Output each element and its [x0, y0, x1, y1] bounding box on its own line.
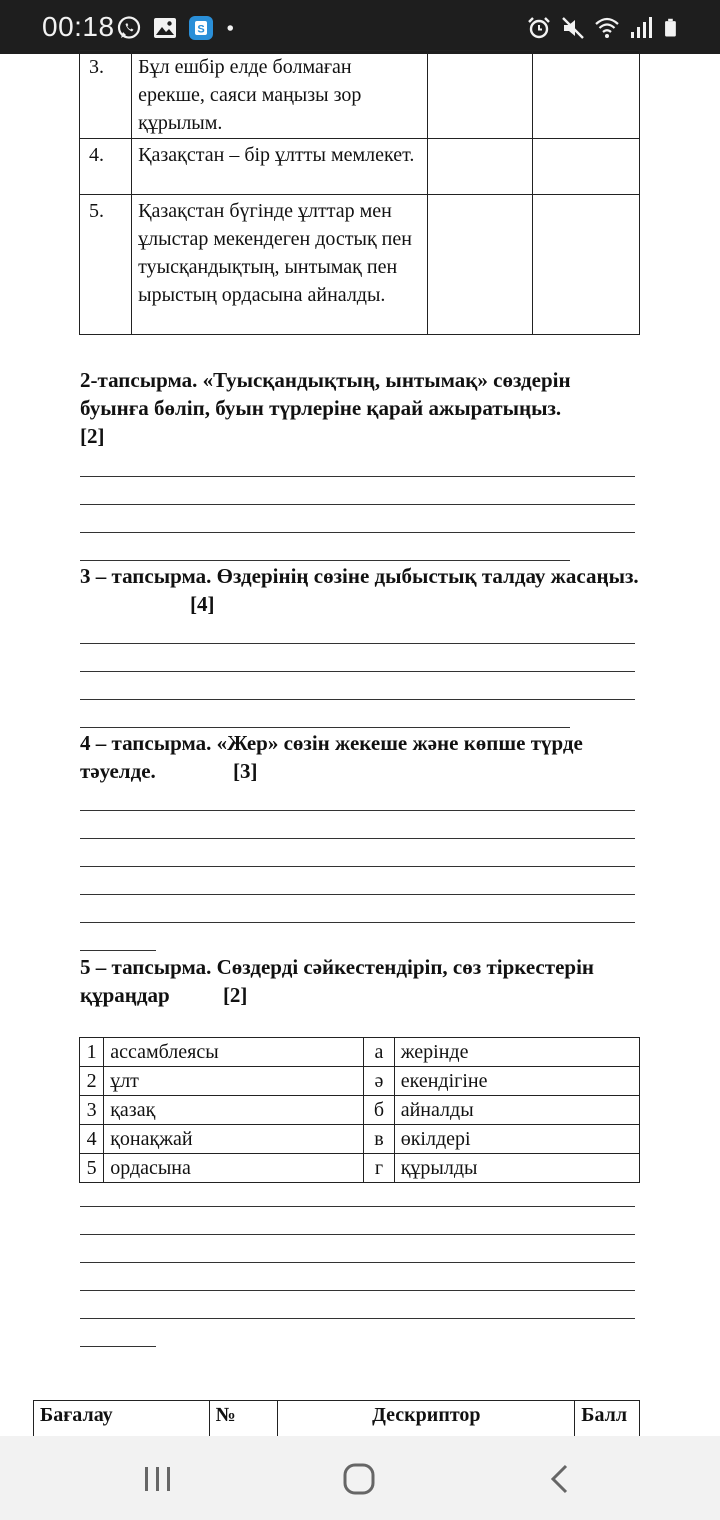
letter-cell: ә [364, 1067, 395, 1096]
answer-line [80, 1346, 156, 1347]
row-number: 1 [80, 1038, 104, 1067]
table-row [80, 51, 640, 139]
answer-line [80, 699, 635, 700]
document-page[interactable] [0, 54, 720, 1436]
answer-line [80, 922, 635, 923]
table-row [80, 1038, 640, 1067]
match-cell: жерінде [394, 1038, 639, 1067]
answer-line [80, 810, 635, 811]
recent-apps-icon[interactable] [138, 1462, 178, 1496]
navigation-bar [0, 1436, 720, 1520]
word-cell: қазақ [104, 1096, 364, 1125]
svg-text:S: S [197, 23, 205, 36]
alarm-icon [526, 15, 552, 41]
answer-line [80, 532, 635, 533]
answer-line [80, 727, 570, 728]
task-2-text: 2-тапсырма. «Туысқандықтың, ынтымақ» сөздерін буынға бөліп, буын түрлеріне қарай ажыратыңыз. [80, 368, 571, 420]
answer-line [80, 560, 570, 561]
notification-icons [116, 14, 242, 42]
letter-cell: а [364, 1038, 395, 1067]
task-4-score: [3] [233, 759, 258, 783]
answer-cell-false [532, 51, 639, 139]
row-number: 2 [80, 1067, 104, 1096]
header-descriptor: Дескриптор [278, 1401, 575, 1458]
mute-icon [560, 15, 586, 41]
row-number: 3. [80, 51, 132, 139]
row-number: 5 [80, 1154, 104, 1183]
answer-line [80, 866, 635, 867]
task-3-text: 3 – тапсырма. Өздерінің сөзіне дыбыстық талдау жасаңыз. [80, 564, 639, 588]
match-cell: өкілдері [394, 1125, 639, 1154]
task-4-heading [80, 729, 640, 785]
answer-line [80, 643, 635, 644]
row-number: 4. [80, 139, 132, 195]
answer-line [80, 1262, 635, 1263]
answer-cell-false [532, 139, 639, 195]
word-cell: қонақжай [104, 1125, 364, 1154]
signal-icon [628, 15, 654, 41]
s-app-icon [188, 15, 214, 41]
match-cell: айналды [394, 1096, 639, 1125]
table-row [80, 1125, 640, 1154]
row-number: 5. [80, 195, 132, 335]
statements-table [79, 50, 640, 335]
answer-line [80, 950, 156, 951]
answer-cell-true [428, 139, 532, 195]
answer-cell-false [532, 195, 639, 335]
dot-icon [224, 15, 242, 41]
letter-cell: г [364, 1154, 395, 1183]
letter-cell: в [364, 1125, 395, 1154]
table-row [80, 1154, 640, 1183]
table-row [80, 1096, 640, 1125]
table-row [80, 1067, 640, 1096]
table-row [80, 195, 640, 335]
answer-line [80, 1206, 635, 1207]
answer-line [80, 504, 635, 505]
gallery-icon [152, 15, 178, 41]
word-cell: ордасына [104, 1154, 364, 1183]
answer-line [80, 671, 635, 672]
answer-line [80, 1234, 635, 1235]
task-5-text: 5 – тапсырма. Сөздерді сәйкестендіріп, сөз тіркестерін құраңдар [80, 955, 594, 1007]
battery-icon [662, 15, 682, 41]
task-3-heading [80, 562, 640, 618]
matching-table [79, 1037, 640, 1183]
table-row [80, 139, 640, 195]
row-number: 3 [80, 1096, 104, 1125]
answer-cell-true [428, 51, 532, 139]
letter-cell: б [364, 1096, 395, 1125]
task-3-score: [4] [190, 592, 215, 616]
header-score: Балл [575, 1401, 640, 1458]
header-task-number: № [209, 1401, 278, 1458]
task-2-score: [2] [80, 424, 105, 448]
wifi-icon [594, 15, 620, 41]
row-number: 4 [80, 1125, 104, 1154]
whatsapp-icon [116, 15, 142, 41]
word-cell: ұлт [104, 1067, 364, 1096]
answer-line [80, 1290, 635, 1291]
match-cell: құрылды [394, 1154, 639, 1183]
task-4-text: 4 – тапсырма. «Жер» сөзін жекеше және көпше түрде тәуелде. [80, 731, 583, 783]
answer-line [80, 476, 635, 477]
task-5-score: [2] [222, 983, 248, 1007]
statement-text: Қазақстан бүгінде ұлттар мен ұлыстар мекендеген достық пен туысқандықтың, ынтымақ пен ырыстың ордасына айналды. [132, 195, 428, 335]
home-icon[interactable] [339, 1462, 379, 1496]
status-bar [0, 0, 720, 54]
back-icon[interactable] [540, 1462, 580, 1496]
answer-line [80, 894, 635, 895]
task-5-heading [80, 953, 640, 1009]
header-assessment: Бағалау [34, 1401, 210, 1458]
statement-text: Бұл ешбір елде болмаған ерекше, саяси маңызы зор құрылым. [132, 51, 428, 139]
answer-line [80, 838, 635, 839]
statement-text: Қазақстан – бір ұлтты мемлекет. [132, 139, 428, 195]
task-2-heading [80, 366, 640, 450]
system-icons [526, 14, 682, 42]
status-time: 00:18 [42, 11, 115, 42]
word-cell: ассамблеясы [104, 1038, 364, 1067]
answer-line [80, 1318, 635, 1319]
match-cell: екендігіне [394, 1067, 639, 1096]
answer-cell-true [428, 195, 532, 335]
